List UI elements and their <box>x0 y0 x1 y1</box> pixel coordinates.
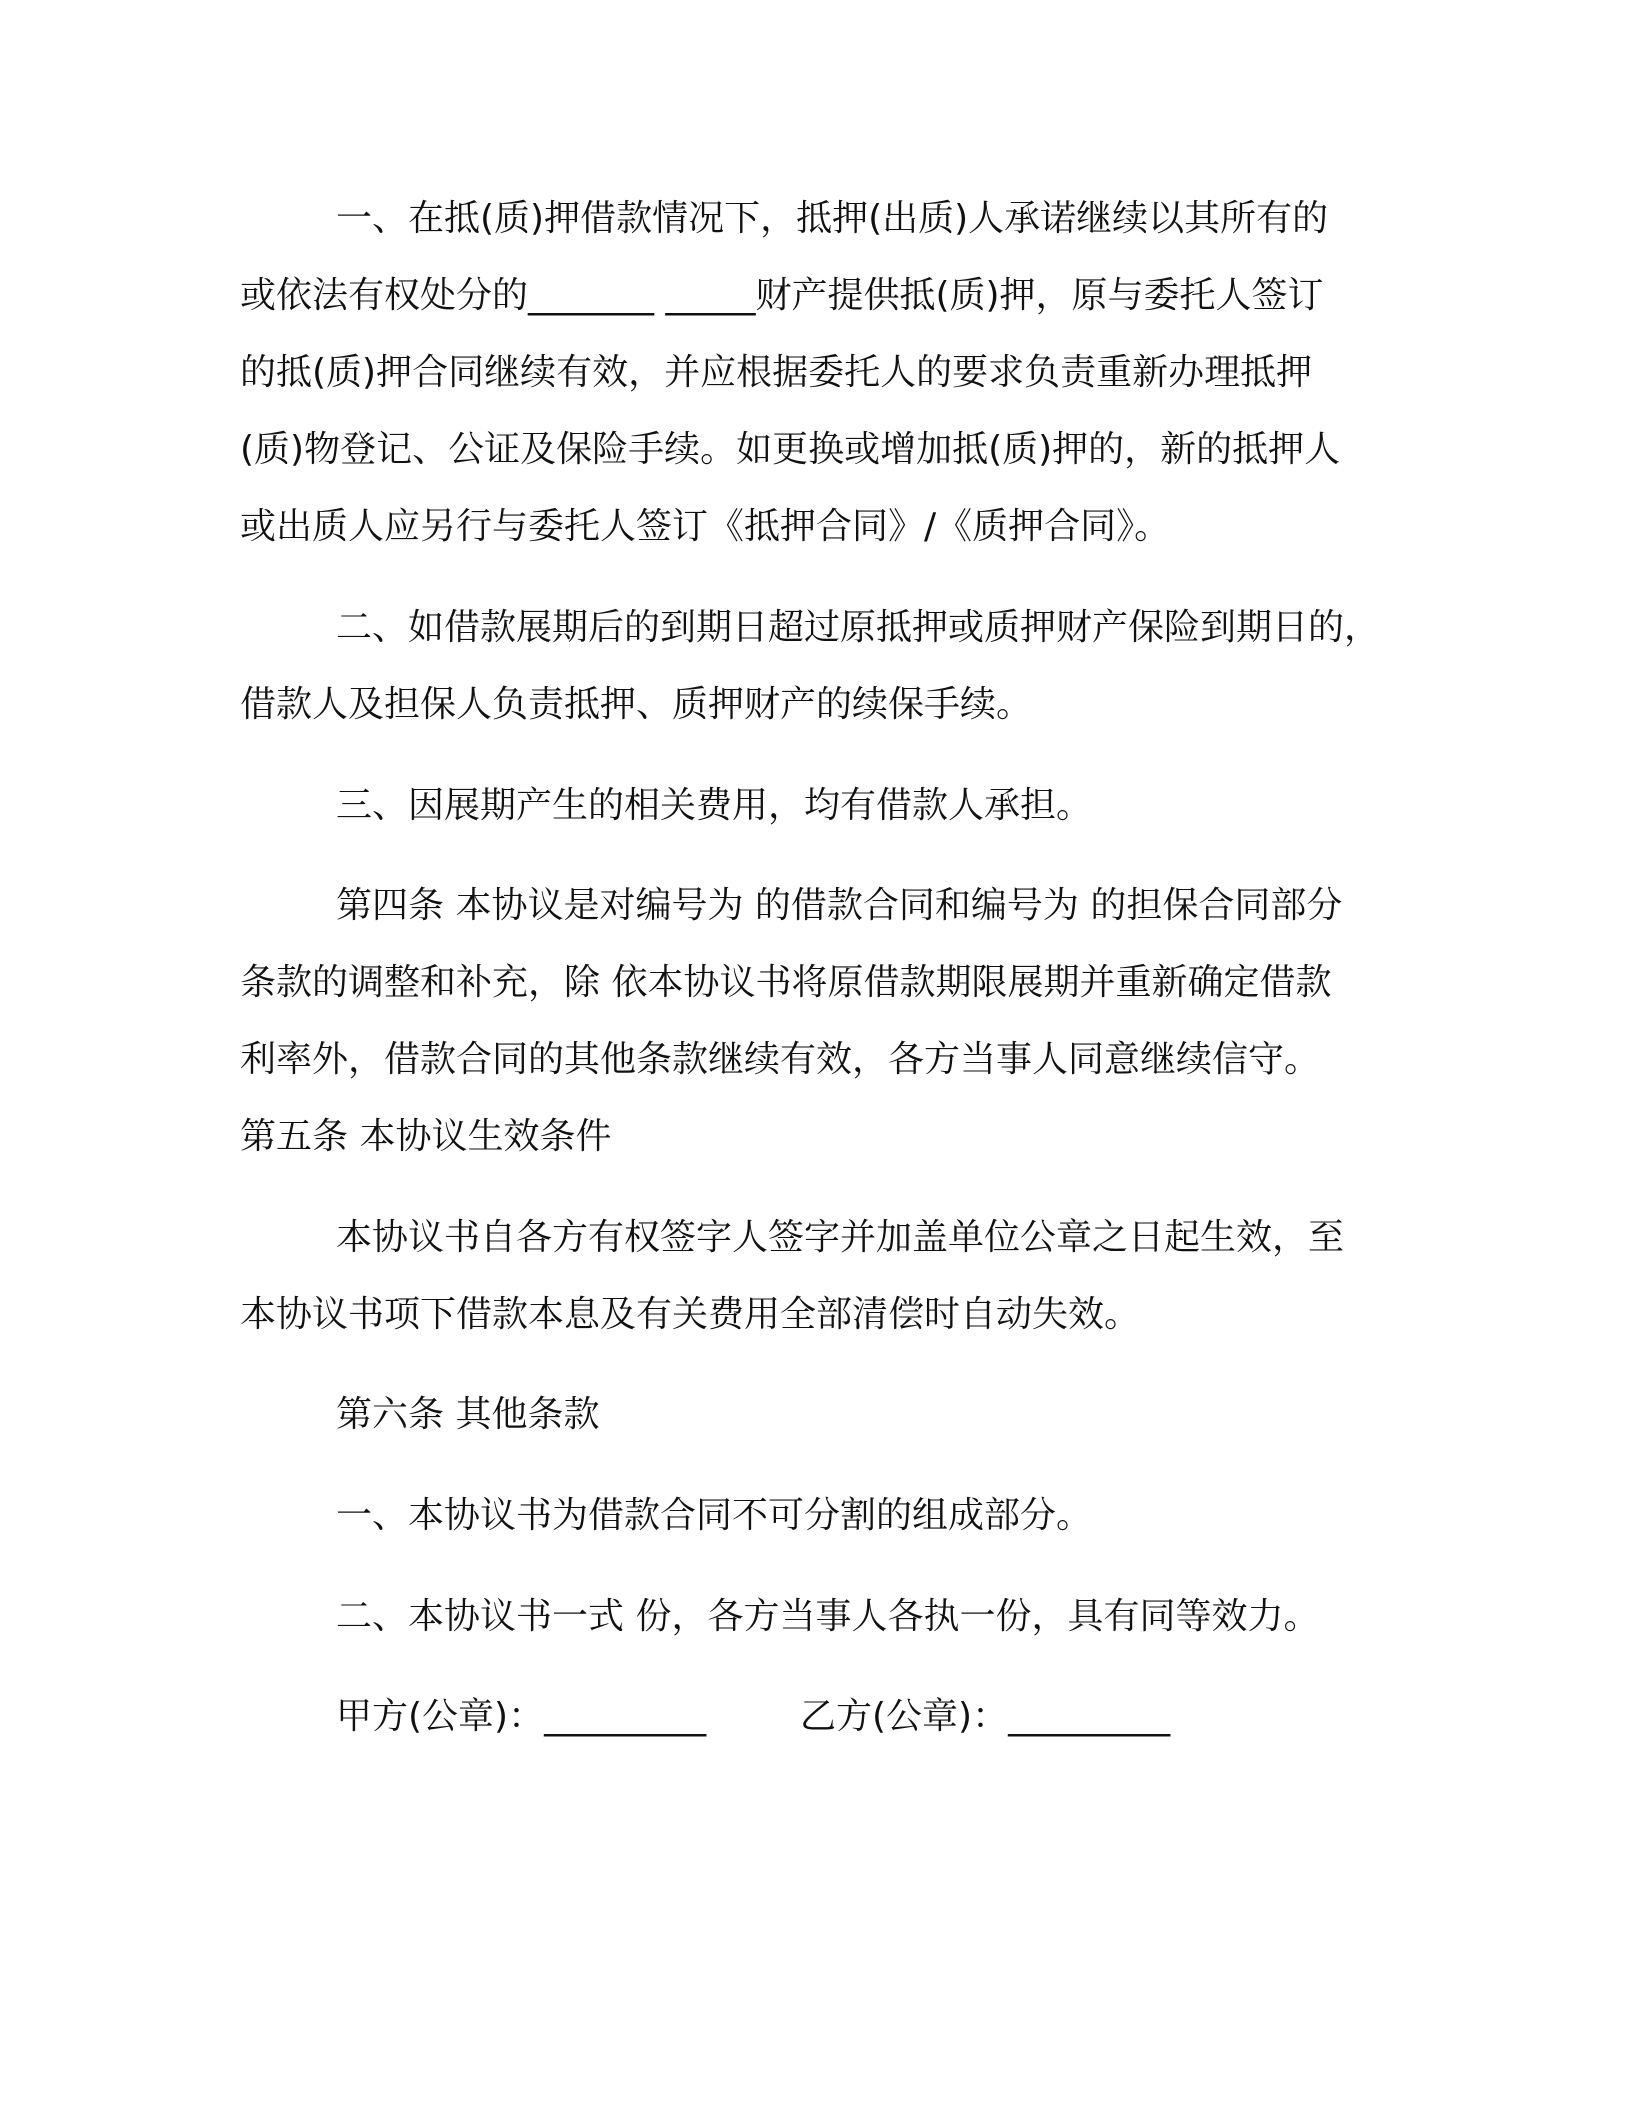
signature-party-b: 乙方(公章)：_________ <box>800 1696 1171 1737</box>
clause-mortgage-line-5: 或出质人应另行与委托人签订《抵押合同》/《质押合同》。 <box>240 506 1171 547</box>
clause-mortgage-line-2: 或依法有权处分的_______ _____财产提供抵(质)押，原与委托人签订 <box>240 275 1324 316</box>
article-four-line-3: 利率外，借款合同的其他条款继续有效，各方当事人同意继续信守。 <box>240 1039 1321 1080</box>
clause-insurance-line-2: 借款人及担保人负责抵押、质押财产的续保手续。 <box>240 684 1033 725</box>
article-four-line-2: 条款的调整和补充，除 依本协议书将原借款期限展期并重新确定借款 <box>240 962 1332 1003</box>
clause-mortgage-line-3: 的抵(质)押合同继续有效，并应根据委托人的要求负责重新办理抵押 <box>240 352 1313 393</box>
article-six-heading: 第六条 其他条款 <box>336 1394 600 1435</box>
article-five-heading: 第五条 本协议生效条件 <box>240 1116 612 1157</box>
clause-insurance-line-1: 二、如借款展期后的到期日超过原抵押或质押财产保险到期日的， <box>336 607 1381 648</box>
clause-mortgage-line-4: (质)物登记、公证及保险手续。如更换或增加抵(质)押的，新的抵押人 <box>240 429 1341 470</box>
article-six-clause-1: 一、本协议书为借款合同不可分割的组成部分。 <box>336 1495 1093 1536</box>
article-four-line-1: 第四条 本协议是对编号为 的借款合同和编号为 的担保合同部分 <box>336 885 1343 926</box>
signature-party-a: 甲方(公章)：_________ <box>336 1696 707 1737</box>
clause-mortgage-line-1: 一、在抵(质)押借款情况下，抵押(出质)人承诺继续以其所有的 <box>336 198 1329 239</box>
article-six-clause-2: 二、本协议书一式 份，各方当事人各执一份，具有同等效力。 <box>336 1596 1320 1637</box>
article-five-line-2: 本协议书项下借款本息及有关费用全部清偿时自动失效。 <box>240 1294 1141 1335</box>
article-five-line-1: 本协议书自各方有权签字人签字并加盖单位公章之日起生效，至 <box>336 1217 1345 1258</box>
clause-fees-line: 三、因展期产生的相关费用，均有借款人承担。 <box>336 785 1093 826</box>
